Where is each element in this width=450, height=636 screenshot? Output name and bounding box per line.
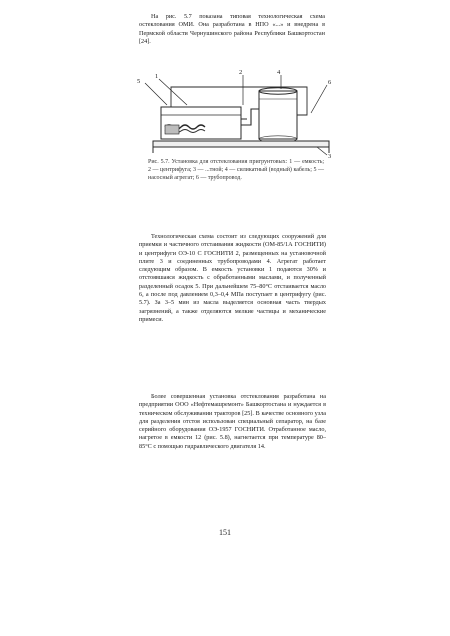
main-paragraph: Технологическая схема состоит из следующих сооружений для приемки и частичного отстаивания жидкости (ОМ-85/1А ГОСНИТИ) и центрифуги ОЭ-10 С ГОСНИТИ 2, размещенных на установочной плите 3 и соединенных трубопроводами 4. Агрегат работает следующим образом. В емкость установки 1 подаются 30% и отстоявшаяся жидкость с обработанными маслами, и полученный разделенный осадок 5. При дальнейшем 75–80°С отстаивается масло 6, а после под давлением 0,3–0,4 МПа поступает в центрифугу (рис. 5.7). За 3–5 мин из масла выделяется основная часть твердых загрязнений, а также отделяются мелкие частицы и механические примеси. [139,233,326,323]
figure-label-1: 1 [155,73,159,80]
centrifuge-cylinder [259,91,297,139]
intro-paragraph: На рис. 5.7 показана типовая технологическая схема остеклования ОМИ. Она разработана в НПО «...» и внедрена в Пермской области Чернушинского района Республики Башкортостан [24]. [139,13,325,45]
installation-figure [131,69,337,159]
figure-caption: Рис. 5.7. Установка для отстеклования пригрунтовых: 1 — емкость; 2 — центрифуга; 3 — ...тной; 4 — силикатный (водный) кабель; 5 — насосный агрегат; 6 — трубопровод. [148,159,324,182]
figure-label-5: 5 [137,78,141,85]
base-plate [153,141,329,147]
figure-label-6: 6 [328,79,332,86]
figure-label-3: 3 [328,153,332,159]
figure-label-4: 4 [277,69,281,76]
figure-label-2: 2 [239,69,243,76]
page-number: 151 [219,528,231,537]
final-paragraph: Более совершенная установка отстеклования разработана на предприятии ООО «Нефтемашремонт» Башкортостана и нуждается в техническом обслуживании тракторов [25]. В качестве основного узла для разделения отстоя использован специальный сепаратор, на базе серийного оборудования ОЭ-1957 ГОСНИТИ. Отработанное масло, нагретое в емкости 12 (рис. 5.8), нагнетается при температуре 80–85°С с помощью гидравлического двигателя 14. [139,393,326,450]
